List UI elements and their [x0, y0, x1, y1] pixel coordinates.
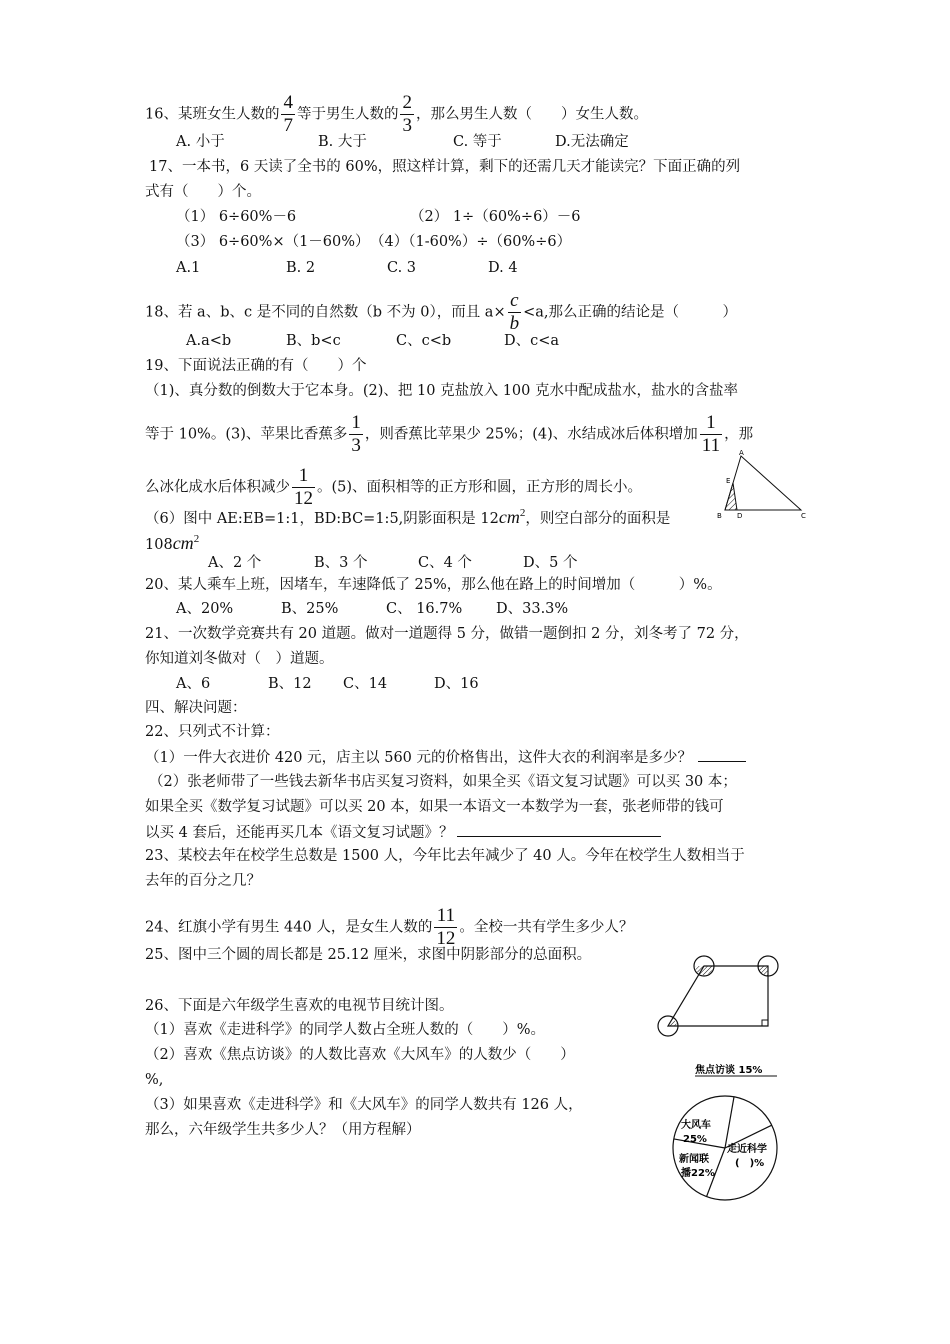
q18-text-a: 18、若 a、b、c 是不同的自然数（b 不为 0），而且 a× — [145, 304, 506, 321]
q18-option-d: D、c<a — [504, 333, 560, 349]
q20-line-1: 20、某人乘车上班，因堵车，车速降低了 25%，那么他在路上的时间增加（ ）%。 — [145, 577, 722, 593]
q26-line-3: （2）喜欢《焦点访谈》的人数比喜欢《大风车》的人数少（ ） — [145, 1047, 575, 1063]
wind-name: 大风车 — [681, 1120, 711, 1131]
q26-line-4: %, — [145, 1072, 164, 1088]
fraction-numerator: 1 — [706, 412, 716, 433]
q18-text-b: <a,那么正确的结论是（ ） — [523, 304, 738, 321]
q23-line-2: 去年的百分之几？ — [145, 873, 261, 889]
unit-text: cm — [498, 507, 520, 527]
q22-text: （1）一件大衣进价 420 元，店主以 560 元的价格售出，这件大衣的利润率是多少？ — [145, 750, 693, 766]
q17-line-1: 17、一本书，6 天读了全书的 60%，照这样计算，剩下的还需几天才能读完？下面正确的列 — [149, 159, 741, 175]
q18-fraction — [508, 290, 522, 335]
tv-program-pie-chart — [655, 1058, 795, 1203]
q20-option-a: A、20% — [176, 601, 234, 617]
q16-text-c: ，那么男生人数（ ）女生人数。 — [415, 106, 648, 123]
fraction-numerator: c — [510, 290, 519, 311]
q21-option-c: C、14 — [343, 676, 388, 692]
q21-line-2: 你知道刘冬做对（ ）道题。 — [145, 651, 334, 667]
fraction-numerator: 1 — [298, 465, 309, 486]
q21-line-1: 21、一次数学竞赛共有 20 道题。做对一道题得 5 分，做错一题倒扣 2 分，刘冬考了 72 分， — [145, 626, 749, 642]
fraction-numerator: 2 — [402, 92, 412, 113]
q16-text-b: 等于男生人数的 — [296, 106, 399, 123]
q26-line-5: （3）如果喜欢《走进科学》和《大风车》的同学人数共有 126 人， — [145, 1097, 583, 1113]
vertex-e-label: E — [726, 477, 731, 485]
q19-text-f: （6）图中 AE:EB=1:1，BD:BC=1:5,阴影面积是 12 — [145, 511, 499, 527]
q16-text-a: 16、某班女生人数的 — [145, 106, 280, 123]
q19-text-h: 108 — [145, 537, 173, 553]
q16-option-c: C. 等于 — [453, 134, 502, 150]
fraction-denominator: b — [509, 313, 520, 334]
q17-option-c: C. 3 — [387, 260, 417, 276]
q22-line-4: 如果全买《数学复习试题》可以买 20 本，如果一本语文一本数学为一套，张老师带的钱可 — [145, 799, 724, 815]
q16-option-a: A. 小于 — [176, 134, 225, 150]
fraction-numerator: 1 — [351, 412, 361, 433]
q19-line-3 — [145, 412, 753, 457]
q16-fraction-2 — [400, 92, 414, 137]
right-angle-mark — [762, 1020, 768, 1026]
section-heading: 四、解决问题： — [145, 700, 247, 716]
unit-text: cm — [172, 533, 194, 553]
q24-text-a: 24、红旗小学有男生 440 人，是女生人数的 — [145, 919, 433, 936]
q17-expression-4: （4）（1-60%）÷（60%÷6） — [370, 234, 572, 250]
q20-option-b: B、25% — [281, 601, 339, 617]
q21-option-b: B、12 — [268, 676, 312, 692]
q17-line-2: 式有（ ）个。 — [145, 184, 261, 200]
q19-text-a: 等于 10%。(3)、苹果比香蕉多 — [145, 426, 348, 443]
q23-line-1: 23、某校去年在校学生总数是 1500 人，今年比去年减少了 40 人。今年在校学生人数相当于 — [145, 848, 745, 864]
shaded-sector — [758, 966, 768, 976]
q19-text-d: 么冰化成水后体积减少 — [145, 479, 290, 496]
q19-option-c: C、4 个 — [418, 555, 472, 571]
focus-percent: 15% — [738, 1065, 763, 1076]
vertex-a-label: A — [739, 449, 744, 457]
unit-superscript: 2 — [519, 507, 526, 519]
fraction-numerator: 11 — [436, 905, 455, 926]
fraction-denominator: 11 — [701, 435, 721, 456]
q18-option-c: C、c<b — [396, 333, 452, 349]
vertex-b-label: B — [717, 512, 722, 520]
shaded-region — [725, 483, 737, 510]
q26-line-2: （1）喜欢《走进科学》的同学人数占全班人数的（ ）%。 — [145, 1022, 546, 1038]
q16-fraction-1 — [281, 92, 295, 137]
triangle-figure — [715, 450, 815, 520]
q19-line-2: （1)、真分数的倒数大于它本身。(2)、把 10 克盐放入 100 克水中配成盐水，盐水的含盐率 — [145, 383, 738, 399]
focus-label — [695, 1063, 762, 1076]
q19-line-6 — [145, 529, 199, 555]
q18-option-a: A.a<b — [186, 333, 232, 349]
q16-option-b: B. 大于 — [318, 134, 367, 150]
q21-option-d: D、16 — [434, 676, 479, 692]
q22-line-5 — [145, 822, 661, 843]
q22-line-1: 22、只列式不计算： — [145, 724, 280, 740]
circles-figure — [650, 948, 790, 1040]
fraction-numerator: 4 — [283, 92, 293, 113]
q17-option-a: A.1 — [176, 260, 201, 276]
fraction-denominator: 12 — [436, 928, 456, 949]
shaded-sector — [668, 1018, 678, 1026]
q19-option-d: D、5 个 — [523, 555, 578, 571]
q26-line-1: 26、下面是六年级学生喜欢的电视节目统计图。 — [145, 998, 454, 1014]
unit-cm2 — [499, 507, 526, 527]
science-name: 走近科学 — [727, 1144, 767, 1155]
unit-cm2 — [173, 533, 200, 553]
q17-option-d: D. 4 — [488, 260, 518, 276]
q26-line-6: 那么，六年级学生共多少人？（用方程解） — [145, 1122, 421, 1138]
news-percent: 播22% — [681, 1168, 715, 1179]
q19-fraction-1 — [349, 412, 363, 457]
q21-option-a: A、6 — [176, 676, 211, 692]
q16-stem — [145, 92, 648, 137]
q17-expression-3: （3） 6÷60%×（1－60%） — [176, 234, 370, 250]
news-name: 新闻联 — [679, 1154, 709, 1165]
q19-text-b: ，则香蕉比苹果少 25%；(4)、水结成冰后体积增加 — [364, 426, 698, 443]
answer-blank[interactable] — [457, 822, 661, 837]
slice-focus-edge — [725, 1097, 734, 1148]
q19-text-e: 。(5)、面积相等的正方形和圆，正方形的周长小。 — [317, 479, 643, 496]
unit-superscript: 2 — [193, 533, 200, 545]
q17-option-b: B. 2 — [286, 260, 316, 276]
q24-text-b: 。全校一共有学生多少人？ — [459, 919, 634, 936]
q20-option-c: C、 16.7% — [386, 601, 463, 617]
q19-text-g: ，则空白部分的面积是 — [525, 511, 671, 527]
vertex-d-label: D — [737, 512, 743, 520]
quadrilateral — [668, 966, 768, 1026]
q22-text: 以买 4 套后，还能再买几本《语文复习试题》？ — [145, 825, 454, 841]
fraction-denominator: 3 — [402, 115, 412, 136]
triangle-outline — [725, 456, 801, 510]
fraction-denominator: 12 — [294, 488, 313, 509]
q24-stem — [145, 905, 633, 950]
q19-text-c: ，那 — [724, 426, 754, 443]
answer-blank[interactable] — [698, 747, 746, 762]
q18-stem — [145, 290, 737, 335]
q22-line-2 — [145, 747, 746, 768]
q19-option-a: A、2 个 — [208, 555, 262, 571]
fraction-denominator: 7 — [283, 115, 293, 136]
q25-line-1: 25、图中三个圆的周长都是 25.12 厘米，求图中阴影部分的总面积。 — [145, 947, 592, 963]
vertex-c-label: C — [801, 512, 806, 520]
q19-line-5 — [145, 503, 670, 529]
fraction-denominator: 3 — [351, 435, 361, 456]
wind-percent: 25% — [683, 1134, 707, 1145]
q18-option-b: B、b<c — [286, 333, 341, 349]
q17-expression-1: （1） 6÷60%－6 — [176, 209, 297, 225]
q24-fraction — [434, 905, 457, 950]
q16-option-d: D.无法确定 — [555, 134, 629, 150]
focus-name: 焦点访谈 — [695, 1065, 735, 1076]
q19-option-b: B、3 个 — [314, 555, 368, 571]
q17-expression-2: （2） 1÷（60%÷6）－6 — [410, 209, 581, 225]
science-percent: ( )% — [735, 1158, 765, 1169]
q22-line-3: （2）张老师带了一些钱去新华书店买复习资料，如果全买《语文复习试题》可以买 30 本； — [149, 774, 737, 790]
q20-option-d: D、33.3% — [496, 601, 569, 617]
q19-line-1: 19、下面说法正确的有（ ）个 — [145, 358, 367, 374]
